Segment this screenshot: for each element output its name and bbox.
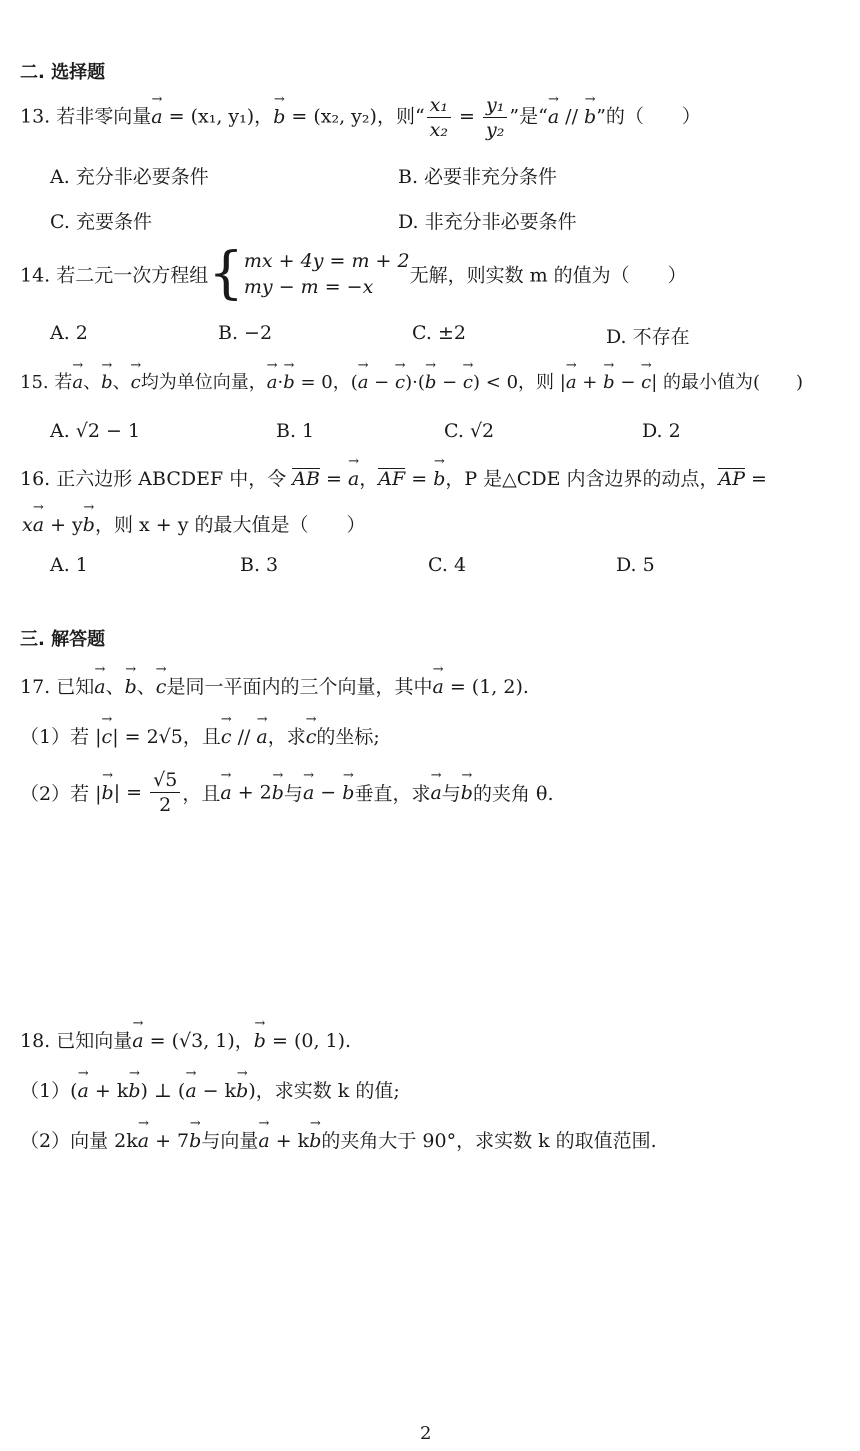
q15-text: )·( <box>405 372 425 393</box>
q18-text: 的夹角大于 90°，求实数 k 的取值范围. <box>321 1130 657 1152</box>
q17-text: ，且 <box>182 783 221 805</box>
q17-text: 垂直，求 <box>354 783 431 805</box>
fraction-x <box>427 93 451 142</box>
q18-text: （2）向量 2k <box>20 1130 138 1152</box>
question-17-stem <box>20 672 529 699</box>
question-14 <box>20 241 687 306</box>
fraction-numerator: x₁ <box>427 93 451 118</box>
vector-ab: AB <box>292 468 320 490</box>
vector-b: → b <box>309 1130 321 1152</box>
minus-operator: − <box>614 372 642 393</box>
var-x: x <box>22 514 33 536</box>
equation-1: mx + 4y = m + 2 <box>243 250 410 272</box>
fraction-denominator: 2 <box>159 794 172 816</box>
q13-option-d[interactable]: D. 非充分非必要条件 <box>398 211 577 233</box>
q18-text: = (0, 1). <box>265 1030 352 1052</box>
vector-b: → b <box>425 372 437 393</box>
question-16-line-1 <box>20 464 767 491</box>
vector-a: → a <box>132 1030 143 1052</box>
q13-text: = (x₁, y₁)， <box>162 105 274 128</box>
vector-c: → c <box>131 372 141 393</box>
parallel-symbol: // <box>559 105 585 128</box>
equation-lines <box>244 248 410 300</box>
vector-c: → c <box>463 372 473 393</box>
q15-option-a[interactable]: A. √2 − 1 <box>50 420 141 442</box>
equals-sign: = <box>453 105 482 128</box>
q17-text: 是同一平面内的三个向量，其中 <box>166 676 433 698</box>
q13-option-c[interactable]: C. 充要条件 <box>50 211 152 233</box>
equals-sign: = <box>319 468 348 490</box>
dot-operator: · <box>277 372 284 393</box>
perpendicular-symbol: ) ⊥ ( <box>140 1080 186 1102</box>
vector-b: → b <box>342 782 354 804</box>
q14-option-d[interactable]: D. 不存在 <box>606 326 690 348</box>
equals-sign: = <box>405 468 434 490</box>
q13-text: ”的（ ） <box>596 105 701 128</box>
vector-c: → c <box>395 372 405 393</box>
q16-text: ，则 x + y 的最大值是（ ） <box>94 514 366 536</box>
q17-text: （1）若 | <box>20 726 102 748</box>
vector-b: → b <box>584 106 596 128</box>
vector-af: AF <box>378 468 406 490</box>
vector-b: → b <box>101 372 113 393</box>
q13-text: ”是“ <box>509 105 548 128</box>
q17-text: 的夹角 θ. <box>472 783 554 805</box>
plus-operator: + <box>576 372 604 393</box>
vector-a: → a <box>348 468 359 490</box>
q17-text: ，求 <box>267 726 306 748</box>
question-17-part-1 <box>20 722 380 749</box>
vector-a: → a <box>151 106 162 128</box>
vector-a: → a <box>94 676 105 698</box>
q17-text: 的坐标; <box>316 726 380 748</box>
q16-text: ，P 是△CDE 内含边界的动点， <box>445 468 719 490</box>
vector-a: → a <box>548 106 559 128</box>
q15-text: = 0，( <box>294 372 358 393</box>
vector-b: → b <box>603 372 615 393</box>
vector-a: → a <box>33 514 44 536</box>
q17-text: 与 <box>441 783 461 805</box>
fraction-denominator: y₂ <box>486 119 505 141</box>
brace-symbol: { <box>208 241 244 306</box>
q17-text: + 2 <box>231 781 272 804</box>
vector-b: → b <box>273 106 285 128</box>
q18-text: 与向量 <box>201 1130 259 1152</box>
equation-system <box>208 241 410 306</box>
q16-option-d[interactable]: D. 5 <box>616 554 655 576</box>
fraction-denominator: x₂ <box>429 119 449 141</box>
fraction-sqrt5-over-2 <box>150 768 180 817</box>
vector-a: → a <box>185 1080 196 1102</box>
vector-a: → a <box>566 372 577 393</box>
q16-option-b[interactable]: B. 3 <box>240 554 279 576</box>
q14-option-b[interactable]: B. −2 <box>218 322 273 344</box>
question-13 <box>20 93 701 142</box>
parallel-symbol: // <box>231 726 257 748</box>
q16-text: 16. 正六边形 ABCDEF 中，令 <box>20 468 293 490</box>
question-18-part-2 <box>20 1126 657 1153</box>
q18-text: （1）( <box>20 1080 78 1102</box>
vector-a: → a <box>303 782 314 804</box>
vector-ap: AP <box>718 468 745 490</box>
q14-option-c[interactable]: C. ±2 <box>412 322 466 344</box>
q15-text: 15. 若 <box>20 372 73 393</box>
vector-b: → b <box>128 1080 140 1102</box>
q13-option-b[interactable]: B. 必要非充分条件 <box>398 166 558 188</box>
vector-c: → c <box>102 726 113 748</box>
q13-text: 13. 若非零向量 <box>20 105 152 128</box>
vector-b: → b <box>125 676 137 698</box>
vector-b: → b <box>83 514 95 536</box>
vector-a: → a <box>358 372 369 393</box>
q15-option-c[interactable]: C. √2 <box>444 420 495 442</box>
vector-a: → a <box>258 1130 269 1152</box>
q17-text: = (1, 2). <box>443 676 529 698</box>
vector-b: → b <box>272 782 284 804</box>
q17-text: （2）若 | <box>20 783 102 805</box>
q18-text: + 7 <box>149 1130 190 1152</box>
q15-text: 、 <box>112 372 131 393</box>
q14-text: 14. 若二元一次方程组 <box>20 264 209 287</box>
vector-b: → b <box>236 1080 248 1102</box>
q13-text: = (x₂, y₂)，则“ <box>285 105 425 128</box>
vector-c: → c <box>156 676 167 698</box>
vector-b: → b <box>254 1030 266 1052</box>
q18-text: = (√3, 1)， <box>143 1030 254 1052</box>
q14-text: 无解，则实数 m 的值为（ ） <box>409 264 687 287</box>
vector-a: → a <box>432 676 443 698</box>
q17-text: 17. 已知 <box>20 676 95 698</box>
q16-text: ， <box>359 468 379 490</box>
fraction-y <box>483 93 507 142</box>
section-title-answer: 三. 解答题 <box>20 629 106 650</box>
q15-text: 均为单位向量， <box>140 372 267 393</box>
minus-operator: − <box>368 372 395 393</box>
vector-c: → c <box>306 726 317 748</box>
q15-option-b[interactable]: B. 1 <box>276 420 315 442</box>
vector-b: → b <box>189 1130 201 1152</box>
q17-text: | = <box>113 781 149 804</box>
q16-option-a[interactable]: A. 1 <box>50 554 88 576</box>
vector-b: → b <box>283 372 295 393</box>
q15-option-d[interactable]: D. 2 <box>642 420 681 442</box>
vector-c: → c <box>221 726 232 748</box>
vector-a: → a <box>138 1130 149 1152</box>
q18-text: 18. 已知向量 <box>20 1030 133 1052</box>
equals-sign: = <box>745 468 767 490</box>
minus-operator: − <box>314 781 343 804</box>
q17-text: 与 <box>283 783 303 805</box>
q15-text: | 的最小值为( ) <box>651 372 804 393</box>
vector-c: → c <box>641 372 651 393</box>
vector-a: → a <box>220 782 231 804</box>
vector-a: → a <box>430 782 441 804</box>
q13-option-a[interactable]: A. 充分非必要条件 <box>50 166 209 188</box>
q17-text: 、 <box>136 676 156 698</box>
vector-a: → a <box>78 1080 89 1102</box>
question-18-stem <box>20 1026 351 1053</box>
vector-b: → b <box>461 782 473 804</box>
vector-a: → a <box>267 372 278 393</box>
q18-text: )，求实数 k 的值; <box>248 1080 400 1102</box>
page-number: 2 <box>420 1423 432 1444</box>
q16-option-c[interactable]: C. 4 <box>428 554 467 576</box>
vector-b: → b <box>433 468 445 490</box>
section-title-choice: 二. 选择题 <box>20 62 106 83</box>
question-16-line-2 <box>22 510 365 537</box>
q17-text: | = 2√5，且 <box>112 726 221 748</box>
q14-option-a[interactable]: A. 2 <box>50 322 88 344</box>
question-18-part-1 <box>20 1076 400 1103</box>
fraction-numerator: y₁ <box>483 93 507 118</box>
equation-2: my − m = −x <box>243 276 374 298</box>
vector-a: → a <box>256 726 267 748</box>
vector-b: → b <box>102 782 114 804</box>
vector-a: → a <box>72 372 83 393</box>
question-15 <box>20 368 803 394</box>
minus-operator: − <box>436 372 463 393</box>
q18-text: + k <box>88 1080 129 1102</box>
q18-text: + k <box>269 1130 310 1152</box>
q18-text: − k <box>196 1080 237 1102</box>
q16-text: + y <box>44 514 83 536</box>
q17-text: 、 <box>105 676 125 698</box>
q15-text: ) < 0，则 | <box>473 372 566 393</box>
fraction-numerator: √5 <box>150 768 180 793</box>
question-17-part-2 <box>20 768 554 817</box>
q15-text: 、 <box>83 372 102 393</box>
